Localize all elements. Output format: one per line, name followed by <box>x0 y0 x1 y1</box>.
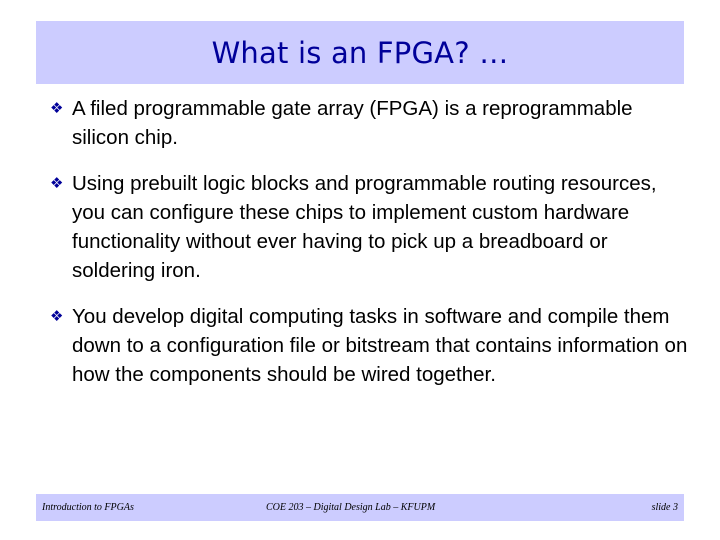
diamond-bullet-icon: ❖ <box>50 174 64 192</box>
title-bar <box>36 21 684 84</box>
footer-bar <box>36 494 684 521</box>
diamond-bullet-icon: ❖ <box>50 307 64 325</box>
bullet-item <box>48 302 688 389</box>
slide-title: What is an FPGA? … <box>211 35 509 70</box>
bullet-text: You develop digital computing tasks in software and compile them down to a configuration file or bitstream that contains information on how the components should be wired together. <box>72 305 688 386</box>
diamond-bullet-icon: ❖ <box>50 99 64 117</box>
footer-slide-number: slide 3 <box>651 502 678 513</box>
bullet-list <box>48 94 688 406</box>
bullet-item <box>48 94 688 152</box>
footer-course-topic: Introduction to FPGAs <box>42 502 134 513</box>
footer-course-name: COE 203 – Digital Design Lab – KFUPM <box>266 502 436 513</box>
bullet-text: Using prebuilt logic blocks and programmable routing resources, you can configure these chips to implement custom hardware functionality without ever having to pick up a breadboard or soldering iron. <box>72 172 657 282</box>
bullet-item <box>48 169 688 285</box>
bullet-text: A filed programmable gate array (FPGA) is a reprogrammable silicon chip. <box>72 97 633 149</box>
